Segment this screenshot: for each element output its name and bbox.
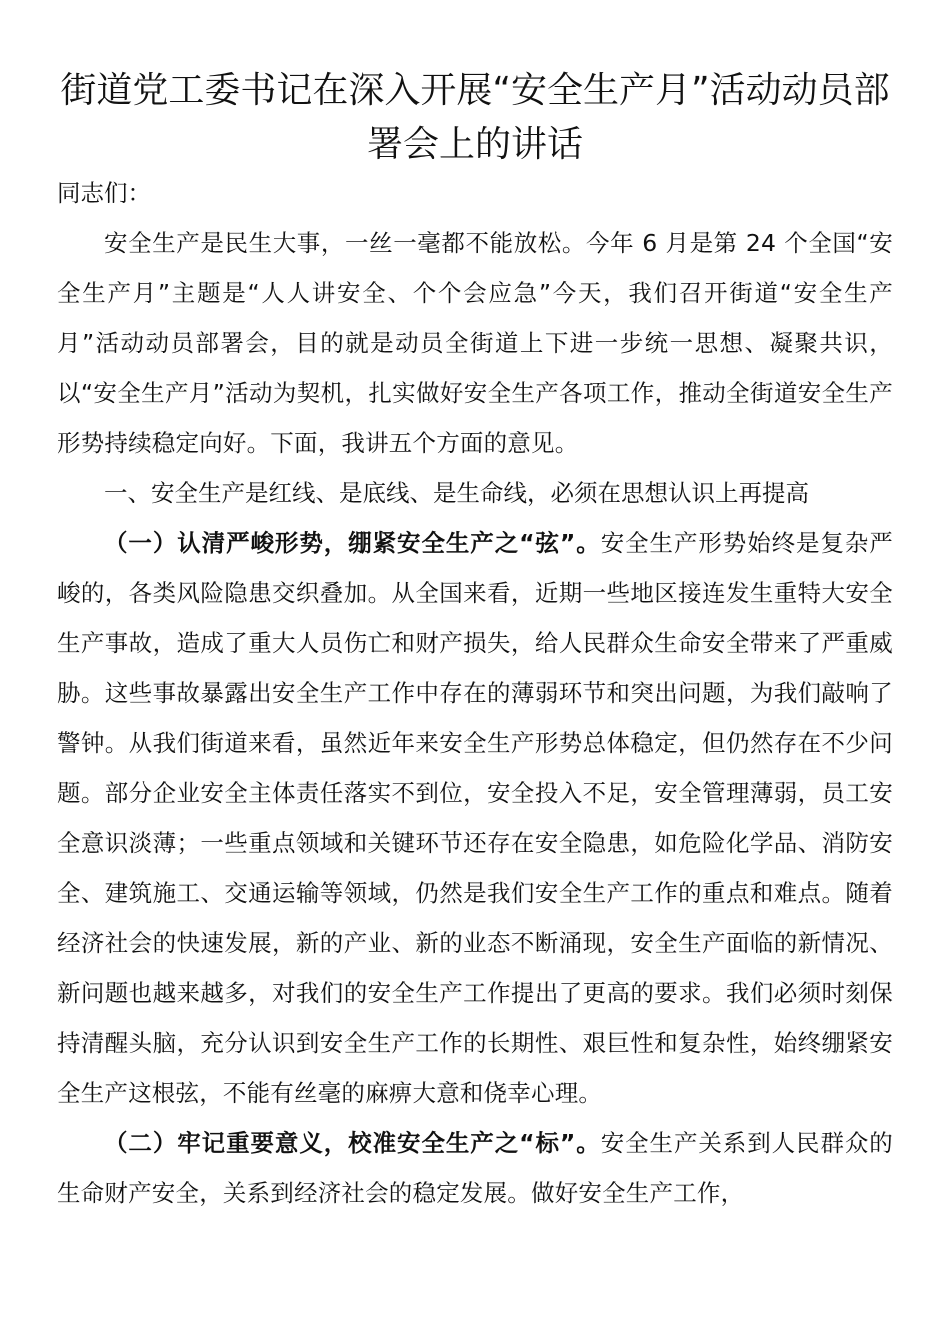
subsection-2-paragraph — [57, 1118, 893, 1218]
subsection-1-body: 安全生产形势始终是复杂严峻的，各类风险隐患交织叠加。从全国来看，近期一些地区接连发生重特大安全生产事故，造成了重大人员伤亡和财产损失，给人民群众生命安全带来了严重威胁。这些事故暴露出安全生产工作中存在的薄弱环节和突出问题，为我们敲响了警钟。从我们街道来看，虽然近年来安全生产形势总体稳定，但仍然存在不少问题。部分企业安全主体责任落实不到位，安全投入不足，安全管理薄弱，员工安全意识淡薄；一些重点领域和关键环节还存在安全隐患，如危险化学品、消防安全、建筑施工、交通运输等领域，仍然是我们安全生产工作的重点和难点。随着经济社会的快速发展，新的产业、新的业态不断涌现，安全生产面临的新情况、新问题也越来越多，对我们的安全生产工作提出了更高的要求。我们必须时刻保持清醒头脑，充分认识到安全生产工作的长期性、艰巨性和复杂性，始终绷紧安全生产这根弦，不能有丝毫的麻痹大意和侥幸心理。 — [57, 529, 893, 1107]
document-page — [57, 64, 893, 1218]
subsection-2-title: （二）牢记重要意义，校准安全生产之“标”。 — [104, 1129, 601, 1157]
document-title: 街道党工委书记在深入开展“安全生产月”活动动员部署会上的讲话 — [60, 70, 890, 165]
subsection-2-body: 安全生产关系到人民群众的生命财产安全，关系到经济社会的稳定发展。做好安全生产工作， — [57, 1129, 893, 1207]
section-1-heading: 一、安全生产是红线、是底线、是生命线，必须在思想认识上再提高 — [104, 479, 809, 507]
subsection-1-paragraph — [57, 518, 893, 1118]
subsection-1-title: （一）认清严峻形势，绷紧安全生产之“弦”。 — [104, 529, 601, 557]
salutation: 同志们： — [57, 179, 151, 207]
intro-paragraph: 安全生产是民生大事，一丝一毫都不能放松。今年 6 月是第 24 个全国“安全生产月”主题是“人人讲安全、个个会应急”今天，我们召开街道“安全生产月”活动动员部署会，目的就是动员全街道上下进一步统一思想、凝聚共识，以“安全生产月”活动为契机，扎实做好安全生产各项工作，推动全街道安全生产形势持续稳定向好。下面，我讲五个方面的意见。 — [57, 229, 893, 457]
